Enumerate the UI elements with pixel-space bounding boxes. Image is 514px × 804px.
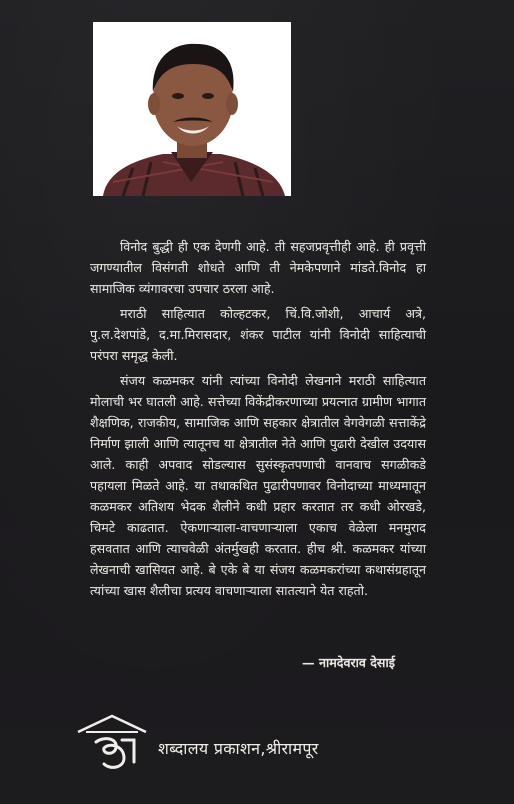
publisher-name: शब्दालय प्रकाशन,श्रीरामपूर [158,739,319,758]
blurb-text [90,236,426,605]
blurb-paragraph: मराठी साहित्यात कोल्हटकर, चिं.वि.जोशी, आचार्य अत्रे, पु.ल.देशपांडे, द.मा.मिरासदार, शंकर पाटील यांनी विनोदी साहित्याची परंपरा समृद्ध केली. [90,306,426,363]
author-photo [93,22,291,196]
publisher-logo-icon [74,712,150,774]
author-portrait-icon [93,22,291,196]
blurb-paragraph: विनोद बुद्धी ही एक देणगी आहे. ती सहजप्रवृत्तीही आहे. ही प्रवृत्ती जगण्यातील विसंगती शोधते आणि ती नेमकेपणाने मांडते.विनोद हा सामाजिक व्यंगावरचा उपचार ठरला आहे. [90,239,426,296]
blurb-paragraph: संजय कळमकर यांनी त्यांच्या विनोदी लेखनाने मराठी साहित्यात मोलाची भर घातली आहे. सत्तेच्या विकेंद्रीकरणाच्या प्रयत्नात ग्रामीण भागात शैक्षणिक, राजकीय, सामाजिक आणि सहकार क्षेत्रातील वेगवेगळी सत्ताकेंद्रे निर्माण झाली आणि त्यातूनच या क्षेत्रातील नेते आणि पुढारी देखील उदयास आले. काही अपवाद सोडल्यास सुसंस्कृतपणाची वानवाच सगळीकडे पहायला मिळते आहे. या तथाकथित पुढारीपणावर विनोदाच्या माध्यमातून कळमकर अतिशय भेदक शैलीने कधी प्रहार करतात तर कधी ओरखडे, चिमटे काढतात. ऐकणाऱ्याला-वाचणाऱ्याला एकाच वेळेला मनमुराद हसवतात आणि त्याचवेळी अंतर्मुखही करतात. हीच श्री. कळमकर यांच्या लेखनाची खासियत आहे. बे एके बे या संजय कळमकरांच्या कथासंग्रहातून त्यांच्या खास शैलीचा प्रत्यय वाचणाऱ्याला सातत्याने येत राहतो. [90,373,426,598]
blurb-signature: — नामदेवराव देसाई [302,655,395,670]
